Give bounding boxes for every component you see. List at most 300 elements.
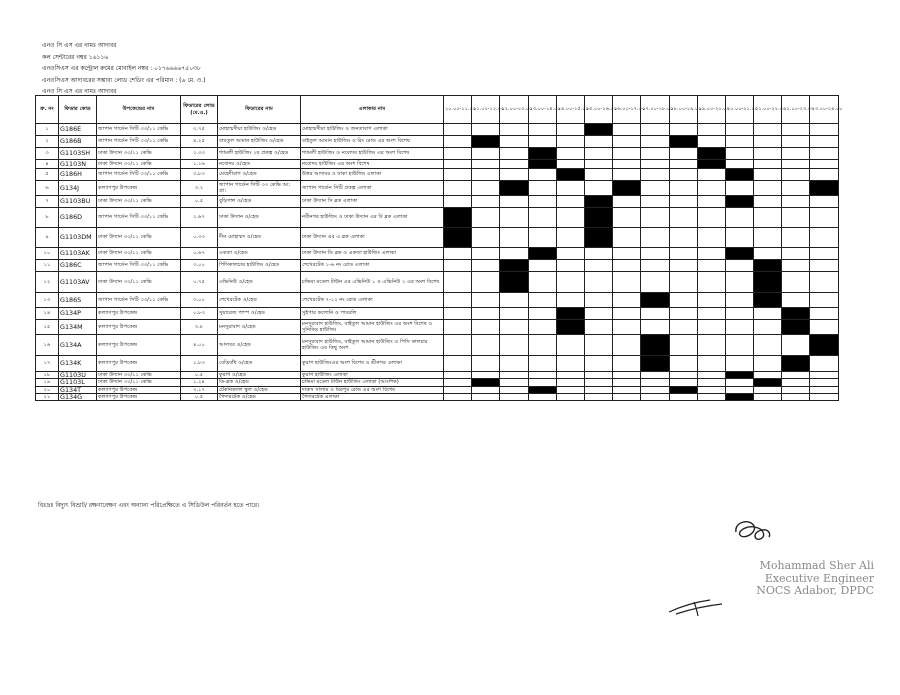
shedding-slot-filled bbox=[500, 260, 528, 272]
shedding-slot-empty bbox=[528, 208, 556, 228]
shedding-slot-empty bbox=[641, 148, 669, 160]
cell-feeder-name: নবোদয় ও/হেড bbox=[218, 160, 301, 169]
table-row bbox=[36, 181, 839, 196]
shedding-slot-empty bbox=[472, 356, 500, 372]
cell-feeder-name: বুড়িগঙ্গা ও/হেড bbox=[218, 196, 301, 208]
shedding-slot-empty bbox=[697, 136, 725, 148]
shedding-slot-empty bbox=[584, 181, 612, 196]
shedding-slot-empty bbox=[500, 208, 528, 228]
cell-substation: জাপান গার্ডেন সিটি ৩৩/১১ কেভি bbox=[97, 293, 181, 308]
shedding-slot-empty bbox=[725, 148, 753, 160]
table-row bbox=[36, 379, 839, 386]
col-header-time-slot: ২০.০০-২১.০০ bbox=[725, 96, 753, 124]
shedding-slot-empty bbox=[782, 196, 810, 208]
shedding-slot-empty bbox=[528, 308, 556, 320]
col-header-time-slot: ১৬.০০-১৭.০০ bbox=[613, 96, 641, 124]
shedding-slot-empty bbox=[444, 393, 472, 400]
shedding-slot-filled bbox=[556, 320, 584, 335]
shedding-slot-filled bbox=[472, 136, 500, 148]
cell-load: ৩.১৭ bbox=[181, 386, 218, 393]
shedding-slot-empty bbox=[641, 393, 669, 400]
shedding-slot-empty bbox=[528, 136, 556, 148]
cell-area: নবীনগর হাউজিং ও ঢাকা উদ্যান এর বি ব্লক এলাকা bbox=[301, 208, 444, 228]
shedding-slot-empty bbox=[697, 308, 725, 320]
table-row bbox=[36, 372, 839, 379]
shedding-slot-filled bbox=[641, 356, 669, 372]
cell-feeder-code: G134T bbox=[59, 386, 97, 393]
shedding-slot-empty bbox=[444, 320, 472, 335]
shedding-slot-empty bbox=[444, 124, 472, 136]
cell-sl: ১৭ bbox=[36, 356, 59, 372]
cell-feeder-code: G1103SH bbox=[59, 148, 97, 160]
cell-feeder-name: মোহাম্মদীয়া হাউজিং ও/হেড bbox=[218, 124, 301, 136]
cell-load: ০.৬৭ bbox=[181, 248, 218, 260]
cell-substation: জাপান গার্ডেন সিটি ৩৩/১১ কেভি bbox=[97, 208, 181, 228]
shedding-slot-empty bbox=[500, 320, 528, 335]
shedding-slot-filled bbox=[697, 160, 725, 169]
cell-feeder-name: দীন মোহাম্মদ ও/হেড bbox=[218, 228, 301, 248]
shedding-slot-empty bbox=[472, 181, 500, 196]
shedding-slot-empty bbox=[584, 386, 612, 393]
table-row bbox=[36, 160, 839, 169]
load-shedding-schedule-table bbox=[35, 95, 843, 401]
shedding-slot-empty bbox=[754, 356, 782, 372]
shedding-slot-empty bbox=[725, 124, 753, 136]
shedding-slot-empty bbox=[641, 160, 669, 169]
shedding-slot-empty bbox=[500, 196, 528, 208]
cell-sl: ১২ bbox=[36, 272, 59, 293]
shedding-slot-empty bbox=[444, 372, 472, 379]
cell-feeder-code: G186B bbox=[59, 136, 97, 148]
shedding-slot-empty bbox=[500, 228, 528, 248]
shedding-slot-empty bbox=[528, 169, 556, 181]
shedding-slot-empty bbox=[669, 393, 697, 400]
shedding-slot-empty bbox=[556, 181, 584, 196]
shedding-slot-empty bbox=[528, 320, 556, 335]
shedding-slot-filled bbox=[810, 335, 838, 356]
shedding-slot-filled bbox=[810, 181, 838, 196]
shedding-slot-empty bbox=[697, 169, 725, 181]
cell-substation: জাপান গার্ডেন সিটি ৩৩/১১ কেভি bbox=[97, 260, 181, 272]
cell-sl: ৫ bbox=[36, 169, 59, 181]
shedding-slot-empty bbox=[444, 379, 472, 386]
shedding-slot-empty bbox=[556, 356, 584, 372]
cell-feeder-name: শেখেরটেক ও/হেড bbox=[218, 293, 301, 308]
nocs-name-line: এনও সি এস এর নামঃ আদাবর bbox=[42, 42, 117, 49]
shedding-slot-empty bbox=[641, 196, 669, 208]
cell-feeder-name: কুরাগ ও/হেড bbox=[218, 372, 301, 379]
cell-sl: ১৪ bbox=[36, 308, 59, 320]
table-row bbox=[36, 272, 839, 293]
shedding-slot-empty bbox=[754, 208, 782, 228]
cell-feeder-code: G186C bbox=[59, 260, 97, 272]
shedding-slot-empty bbox=[556, 248, 584, 260]
shedding-slot-empty bbox=[669, 208, 697, 228]
cell-load: ০.৫ bbox=[181, 196, 218, 208]
nocs-name-line-2: এনও সি এস এর নামঃ আদাবর bbox=[42, 88, 117, 95]
shedding-slot-empty bbox=[528, 260, 556, 272]
shedding-slot-empty bbox=[500, 356, 528, 372]
shedding-slot-empty bbox=[725, 228, 753, 248]
shedding-slot-empty bbox=[528, 335, 556, 356]
shedding-slot-empty bbox=[584, 393, 612, 400]
col-header-time-slot: ১২.০০-১৩.০০ bbox=[500, 96, 528, 124]
cell-sl: ৪ bbox=[36, 160, 59, 169]
shedding-slot-empty bbox=[697, 228, 725, 248]
shedding-slot-empty bbox=[613, 169, 641, 181]
shedding-slot-empty bbox=[810, 386, 838, 393]
cell-load: ৩.২ bbox=[181, 181, 218, 196]
shedding-slot-empty bbox=[782, 386, 810, 393]
shedding-slot-empty bbox=[697, 124, 725, 136]
shedding-slot-empty bbox=[584, 260, 612, 272]
shedding-slot-empty bbox=[754, 169, 782, 181]
cell-feeder-name: পিসিকালচার হাউজিং ও/হেড bbox=[218, 260, 301, 272]
shedding-slot-empty bbox=[697, 181, 725, 196]
shedding-slot-empty bbox=[725, 260, 753, 272]
cell-sl: ৩ bbox=[36, 148, 59, 160]
shedding-slot-empty bbox=[782, 136, 810, 148]
shedding-slot-empty bbox=[472, 160, 500, 169]
cell-feeder-code: G1103U bbox=[59, 372, 97, 379]
table-row bbox=[36, 386, 839, 393]
shedding-slot-filled bbox=[528, 248, 556, 260]
shedding-slot-empty bbox=[725, 293, 753, 308]
shedding-slot-empty bbox=[528, 124, 556, 136]
col-header-time-slot: ১৪.০০-১৫.০০ bbox=[556, 96, 584, 124]
footnote: বিঃদ্রঃ বিদ্যুৎ বিভ্রাট/ রক্ষণাবেক্ষণ এবং অন্যান্য পরিপ্রেক্ষিতে এ সিডিউল পরিবর্তন হতে পারে। bbox=[38, 502, 260, 509]
shedding-slot-empty bbox=[641, 308, 669, 320]
shedding-slot-filled bbox=[697, 148, 725, 160]
table-row bbox=[36, 196, 839, 208]
shedding-slot-filled bbox=[528, 148, 556, 160]
cell-area: ঢাকা উদ্যান এর এ ব্লক এলাকা bbox=[301, 228, 444, 248]
cell-load: ৩.৮৩ bbox=[181, 169, 218, 181]
shedding-slot-empty bbox=[444, 181, 472, 196]
cell-load: ২.৩৩ bbox=[181, 148, 218, 160]
shedding-slot-empty bbox=[754, 393, 782, 400]
shedding-slot-empty bbox=[754, 196, 782, 208]
col-header-time-slot: ১১.০০-১২.০০ bbox=[472, 96, 500, 124]
cell-substation: ঢাকা উদ্যান ৩৩/১১ কেভি bbox=[97, 272, 181, 293]
shedding-slot-empty bbox=[500, 124, 528, 136]
col-header-substation: উপকেন্দ্রের নাম bbox=[97, 96, 181, 124]
shedding-slot-filled bbox=[500, 272, 528, 293]
cell-feeder-name: জাপান গার্ডেন সিটি ৩৩ কেভি আ: গ্রা: bbox=[218, 181, 301, 196]
shedding-slot-filled bbox=[472, 379, 500, 386]
shedding-slot-empty bbox=[613, 335, 641, 356]
col-header-load: ফিডারের লোড (মে.ও.) bbox=[181, 96, 218, 124]
shedding-slot-empty bbox=[472, 208, 500, 228]
control-room-mobile-line: এনওসিএস এর কন্ট্রোল রুমের মোবাইল নম্বর : ০১৭৬৬৬৬৭৫০৩৮ bbox=[42, 65, 201, 72]
table-row bbox=[36, 260, 839, 272]
shedding-slot-empty bbox=[472, 308, 500, 320]
shedding-slot-empty bbox=[556, 196, 584, 208]
shedding-slot-empty bbox=[810, 260, 838, 272]
shedding-slot-empty bbox=[669, 248, 697, 260]
cell-area: ঢাকা উদ্যান সি ব্লক এলাকা bbox=[301, 196, 444, 208]
cell-sl: ২১ bbox=[36, 393, 59, 400]
shedding-slot-empty bbox=[697, 372, 725, 379]
cell-load: ১.১৬ bbox=[181, 160, 218, 169]
signature-block bbox=[724, 560, 874, 598]
shedding-slot-empty bbox=[754, 320, 782, 335]
cell-feeder-name: মনসুরাবাদ ও/হেড bbox=[218, 320, 301, 335]
shedding-slot-empty bbox=[584, 372, 612, 379]
cell-substation: কল্যাণপুর উপকেন্দ্র bbox=[97, 386, 181, 393]
cell-feeder-name: এভিনিউ ও/হেড bbox=[218, 272, 301, 293]
shedding-slot-empty bbox=[472, 248, 500, 260]
cell-sl: ৭ bbox=[36, 196, 59, 208]
shedding-slot-empty bbox=[556, 124, 584, 136]
cell-feeder-name: শ্যামলী হাউজিং ২য় প্রকল্প ও/হেড bbox=[218, 148, 301, 160]
shedding-slot-empty bbox=[669, 196, 697, 208]
col-header-time-slot: ১৮.০০-১৯.০০ bbox=[669, 96, 697, 124]
cell-sl: ২০ bbox=[36, 386, 59, 393]
cell-feeder-code: G134J bbox=[59, 181, 97, 196]
shedding-slot-empty bbox=[697, 356, 725, 372]
shedding-slot-empty bbox=[754, 228, 782, 248]
col-header-time-slot: ১০.০০-১১.০০ bbox=[444, 96, 472, 124]
shedding-slot-empty bbox=[669, 181, 697, 196]
shedding-slot-empty bbox=[500, 308, 528, 320]
shedding-slot-empty bbox=[669, 293, 697, 308]
cell-feeder-code: G134P bbox=[59, 308, 97, 320]
cell-load: ০.৭৫ bbox=[181, 272, 218, 293]
cell-area: ঢাকা উদ্যান ডি ব্লক ও একতা হাউজিং এলাকা bbox=[301, 248, 444, 260]
shedding-slot-empty bbox=[641, 124, 669, 136]
table-body bbox=[36, 124, 839, 401]
shedding-slot-filled bbox=[641, 335, 669, 356]
shedding-slot-empty bbox=[725, 379, 753, 386]
cell-area: গৈদারটেক এলাকা bbox=[301, 393, 444, 400]
shedding-slot-empty bbox=[500, 160, 528, 169]
shedding-slot-filled bbox=[613, 181, 641, 196]
shedding-slot-empty bbox=[444, 386, 472, 393]
shedding-slot-empty bbox=[782, 379, 810, 386]
shedding-slot-empty bbox=[556, 293, 584, 308]
shedding-slot-empty bbox=[528, 181, 556, 196]
cell-substation: জাপান গার্ডেন সিটি ৩৩/১১ কেভি bbox=[97, 124, 181, 136]
shedding-slot-filled bbox=[782, 320, 810, 335]
shedding-slot-empty bbox=[725, 136, 753, 148]
shedding-slot-empty bbox=[754, 160, 782, 169]
cell-load: ৪.২৫ bbox=[181, 136, 218, 148]
shedding-slot-empty bbox=[584, 293, 612, 308]
shedding-slot-filled bbox=[669, 136, 697, 148]
cell-sl: ৮ bbox=[36, 208, 59, 228]
shedding-slot-empty bbox=[556, 148, 584, 160]
shedding-slot-empty bbox=[641, 372, 669, 379]
cell-load: ২.৬৭ bbox=[181, 208, 218, 228]
cell-substation: কল্যাণপুর উপকেন্দ্র bbox=[97, 308, 181, 320]
cell-area: শেখেরটেক ১-৬ নং রোড এলাকা bbox=[301, 260, 444, 272]
shedding-slot-empty bbox=[669, 272, 697, 293]
shedding-slot-empty bbox=[754, 386, 782, 393]
signatory-office: NOCS Adabor, DPDC bbox=[756, 584, 874, 597]
shedding-slot-empty bbox=[556, 393, 584, 400]
cell-load: ০.৩৩ bbox=[181, 228, 218, 248]
shedding-slot-empty bbox=[613, 372, 641, 379]
cell-sl: ১৬ bbox=[36, 335, 59, 356]
cell-feeder-name: আদাবর ও/হেড bbox=[218, 335, 301, 356]
shedding-slot-empty bbox=[584, 160, 612, 169]
cell-load: ১.৮৩ bbox=[181, 356, 218, 372]
shedding-slot-empty bbox=[810, 372, 838, 379]
cell-substation: ঢাকা উদ্যান ৩৩/১১ কেভি bbox=[97, 379, 181, 386]
shedding-slot-empty bbox=[754, 136, 782, 148]
cell-feeder-code: G134A bbox=[59, 335, 97, 356]
shedding-slot-empty bbox=[500, 293, 528, 308]
shedding-slot-empty bbox=[528, 393, 556, 400]
shedding-slot-empty bbox=[697, 393, 725, 400]
initials-scribble-icon bbox=[666, 596, 726, 618]
shedding-slot-empty bbox=[669, 260, 697, 272]
shedding-slot-empty bbox=[669, 308, 697, 320]
table-row bbox=[36, 248, 839, 260]
shedding-slot-empty bbox=[810, 148, 838, 160]
shedding-slot-empty bbox=[810, 393, 838, 400]
load-shedding-amount-line: এনওসিএস আদাবরের সম্ভাব্য লোড শেডিং এর পরিমান : (৬ মে. ও.) bbox=[42, 76, 206, 84]
cell-feeder-name: গৈদারটেক ও/হেড bbox=[218, 393, 301, 400]
shedding-slot-filled bbox=[754, 272, 782, 293]
shedding-slot-empty bbox=[725, 386, 753, 393]
shedding-slot-empty bbox=[472, 393, 500, 400]
shedding-slot-empty bbox=[669, 124, 697, 136]
shedding-slot-filled bbox=[754, 293, 782, 308]
cell-area: বাইতুল আমান হাউজিং ও রিং রোড এর অংশ বিশেষ bbox=[301, 136, 444, 148]
shedding-slot-empty bbox=[556, 160, 584, 169]
shedding-slot-empty bbox=[556, 272, 584, 293]
shedding-slot-empty bbox=[782, 124, 810, 136]
col-header-time-slot: ২২.০০-২৩.০০ bbox=[782, 96, 810, 124]
cell-feeder-code: G1103DM bbox=[59, 228, 97, 248]
shedding-slot-empty bbox=[528, 372, 556, 379]
table-row bbox=[36, 293, 839, 308]
cell-substation: ঢাকা উদ্যান ৩৩/১১ কেভি bbox=[97, 196, 181, 208]
shedding-slot-filled bbox=[725, 372, 753, 379]
shedding-slot-empty bbox=[782, 372, 810, 379]
shedding-slot-filled bbox=[782, 308, 810, 320]
cell-substation: জাপান গার্ডেন সিটি ৩৩/১১ কেভি bbox=[97, 169, 181, 181]
shedding-slot-empty bbox=[641, 248, 669, 260]
shedding-slot-empty bbox=[472, 272, 500, 293]
shedding-slot-empty bbox=[472, 320, 500, 335]
cell-feeder-code: G1103L bbox=[59, 379, 97, 386]
shedding-slot-empty bbox=[444, 148, 472, 160]
shedding-slot-empty bbox=[725, 356, 753, 372]
cell-area: দারুস সালাম ও মিরপুর রোড এর অংশ বিশেষ bbox=[301, 386, 444, 393]
shedding-slot-empty bbox=[613, 136, 641, 148]
shedding-slot-empty bbox=[444, 260, 472, 272]
shedding-slot-empty bbox=[444, 293, 472, 308]
shedding-slot-empty bbox=[444, 272, 472, 293]
shedding-slot-empty bbox=[641, 320, 669, 335]
shedding-slot-filled bbox=[725, 248, 753, 260]
shedding-slot-empty bbox=[810, 208, 838, 228]
shedding-slot-empty bbox=[613, 293, 641, 308]
shedding-slot-empty bbox=[641, 181, 669, 196]
col-header-time-slot: ১৯.০০-২০.০০ bbox=[697, 96, 725, 124]
shedding-slot-empty bbox=[444, 136, 472, 148]
shedding-slot-empty bbox=[669, 356, 697, 372]
shedding-slot-empty bbox=[613, 308, 641, 320]
shedding-slot-empty bbox=[584, 248, 612, 260]
shedding-slot-empty bbox=[613, 148, 641, 160]
shedding-slot-filled bbox=[444, 208, 472, 228]
shedding-slot-empty bbox=[613, 260, 641, 272]
cell-feeder-code: G186D bbox=[59, 208, 97, 228]
shedding-slot-empty bbox=[641, 208, 669, 228]
shedding-slot-empty bbox=[782, 169, 810, 181]
table-row bbox=[36, 169, 839, 181]
shedding-slot-empty bbox=[613, 386, 641, 393]
shedding-slot-filled bbox=[754, 379, 782, 386]
cell-feeder-code: G1103AV bbox=[59, 272, 97, 293]
cell-area: মনসুরাবাদ হাউজিং, বাইতুল আমান হাউজিং এর অংশ বিশেষ ও সুনিবিড় হাউজিং bbox=[301, 320, 444, 335]
shedding-slot-empty bbox=[669, 372, 697, 379]
cell-sl: ১১ bbox=[36, 260, 59, 272]
shedding-slot-empty bbox=[613, 248, 641, 260]
shedding-slot-empty bbox=[754, 335, 782, 356]
cell-area: শেখেরটেক ৭-১২ নং রোড এলাকা bbox=[301, 293, 444, 308]
cell-load: ৪.০০ bbox=[181, 335, 218, 356]
shedding-slot-empty bbox=[810, 293, 838, 308]
shedding-slot-empty bbox=[556, 260, 584, 272]
table-row bbox=[36, 356, 839, 372]
shedding-slot-filled bbox=[500, 181, 528, 196]
shedding-slot-empty bbox=[584, 308, 612, 320]
cell-feeder-name: একতা ও/হেড bbox=[218, 248, 301, 260]
shedding-slot-empty bbox=[782, 160, 810, 169]
cell-substation: ঢাকা উদ্যান ৩৩/১১ কেভি bbox=[97, 248, 181, 260]
shedding-slot-filled bbox=[528, 386, 556, 393]
col-header-time-slot: ১৫.০০-১৬.০০ bbox=[584, 96, 612, 124]
shedding-slot-empty bbox=[613, 356, 641, 372]
shedding-slot-filled bbox=[556, 169, 584, 181]
shedding-slot-filled bbox=[725, 169, 753, 181]
cell-feeder-code: G1103AK bbox=[59, 248, 97, 260]
cell-area: চন্দ্রিমা মডেল টাউন হাউজিং এলাকা (আংশিক) bbox=[301, 379, 444, 386]
cell-area: সুইপার কলোনি ও পাবরলি bbox=[301, 308, 444, 320]
shedding-slot-empty bbox=[556, 136, 584, 148]
shedding-slot-filled bbox=[556, 308, 584, 320]
shedding-slot-empty bbox=[782, 272, 810, 293]
shedding-slot-empty bbox=[669, 320, 697, 335]
table-row bbox=[36, 208, 839, 228]
cell-area: মনসুরাবাদ হাউজিং, বাইতুল আমান হাউজিং ও পিসি কালচার হাউজিং এর কিছু অংশ bbox=[301, 335, 444, 356]
shedding-slot-empty bbox=[669, 228, 697, 248]
shedding-slot-empty bbox=[613, 379, 641, 386]
shedding-slot-empty bbox=[556, 228, 584, 248]
cell-feeder-code: G186S bbox=[59, 293, 97, 308]
shedding-slot-empty bbox=[810, 196, 838, 208]
shedding-slot-empty bbox=[613, 196, 641, 208]
shedding-slot-empty bbox=[725, 335, 753, 356]
shedding-slot-empty bbox=[754, 308, 782, 320]
cell-sl: ৯ bbox=[36, 228, 59, 248]
cell-substation: ঢাকা উদ্যান ৩৩/১১ কেভি bbox=[97, 160, 181, 169]
cell-substation: কল্যাণপুর উপকেন্দ্র bbox=[97, 320, 181, 335]
cell-load: ৩.০০ bbox=[181, 260, 218, 272]
shedding-slot-empty bbox=[444, 160, 472, 169]
shedding-slot-empty bbox=[472, 293, 500, 308]
shedding-slot-empty bbox=[669, 160, 697, 169]
cell-feeder-name: ঢাকা উদ্যান ও/হেড bbox=[218, 208, 301, 228]
shedding-slot-empty bbox=[725, 181, 753, 196]
shedding-slot-empty bbox=[613, 320, 641, 335]
shedding-slot-empty bbox=[472, 228, 500, 248]
